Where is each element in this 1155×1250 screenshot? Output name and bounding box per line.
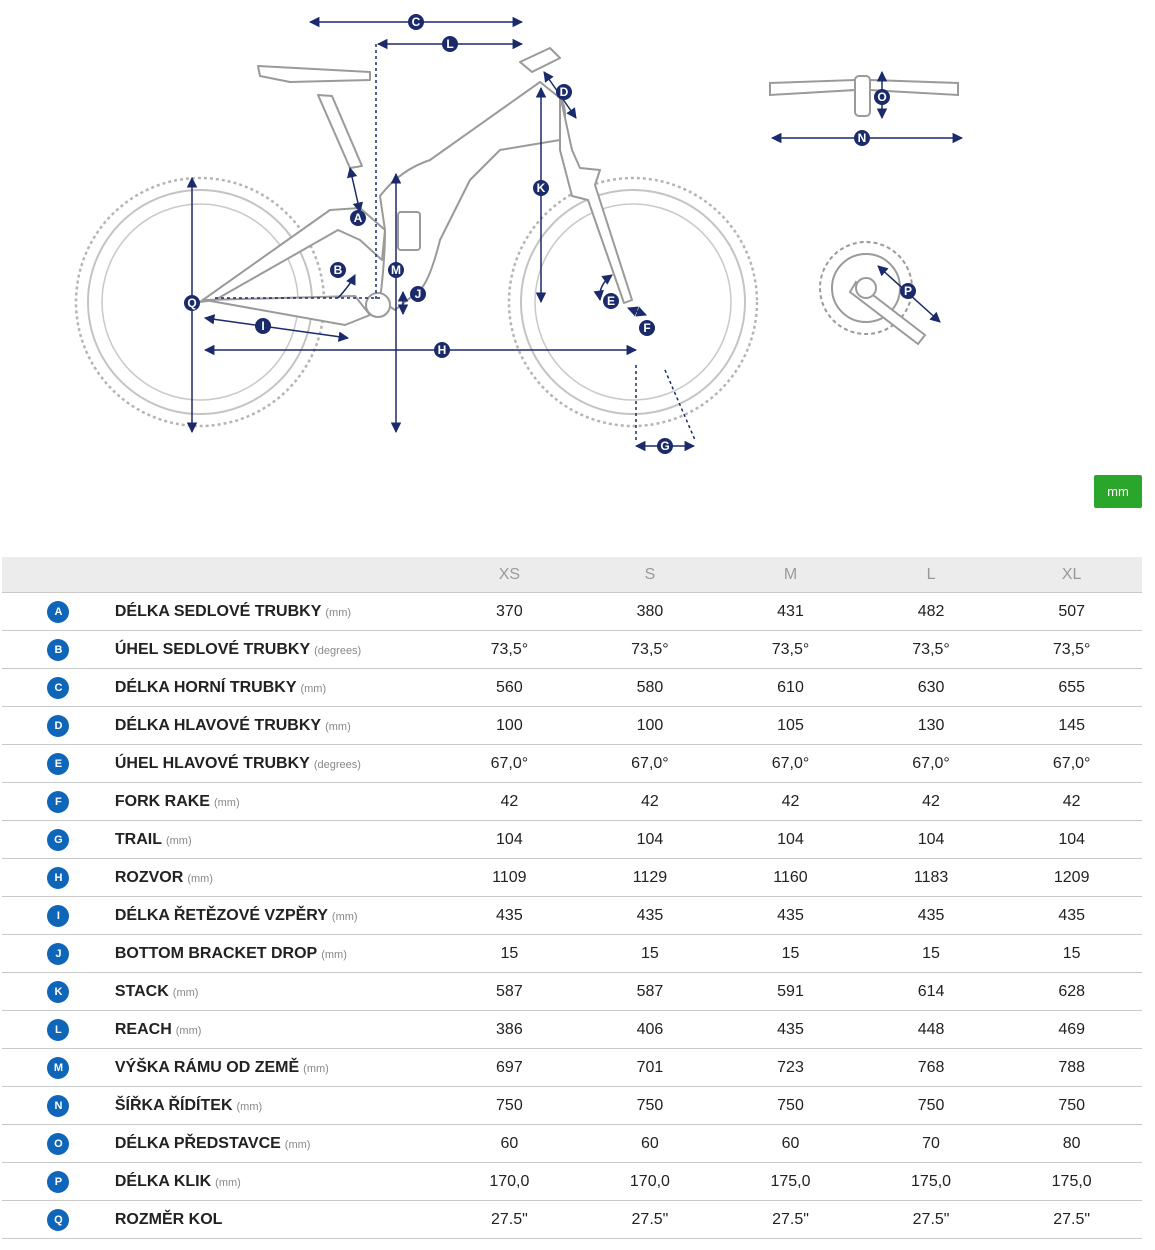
marker-E [603,293,619,309]
value-cell: 105 [720,707,861,745]
badge-cell [2,1163,115,1201]
value-cell: 145 [1001,707,1142,745]
measure-name-cell [115,783,439,821]
badge-cell [2,935,115,973]
measure-name-cell [115,1125,439,1163]
value-cell: 482 [861,593,1002,631]
measure-name: DÉLKA HLAVOVÉ TRUBKY [114,716,322,734]
value-cell: 610 [720,669,861,707]
value-cell: 100 [580,707,721,745]
marker-H [434,342,450,358]
geometry-row [2,1163,1142,1201]
size-header-cell: M [720,557,861,593]
geometry-row [2,1049,1142,1087]
value-cell: 750 [861,1087,1002,1125]
badge-cell [2,1201,115,1239]
svg-text:Q: Q [187,296,197,310]
measure-unit: (mm) [284,1138,311,1151]
value-cell: 697 [439,1049,580,1087]
svg-text:P: P [903,284,913,298]
value-cell: 130 [861,707,1002,745]
value-cell: 1129 [580,859,721,897]
value-cell: 1183 [861,859,1002,897]
measure-name: DÉLKA PŘEDSTAVCE [114,1134,281,1152]
measure-badge: J [47,943,69,965]
value-cell: 67,0° [580,745,721,783]
measure-name-cell [115,593,439,631]
measure-name-cell [115,707,439,745]
measure-unit: (mm) [303,1062,329,1075]
measure-name: ROZMĚR KOL [114,1210,223,1228]
value-cell: 27.5" [439,1201,580,1239]
value-cell: 60 [720,1125,861,1163]
measure-unit: (mm) [236,1100,263,1113]
value-cell: 560 [439,669,580,707]
unit-toggle-button[interactable]: mm [1094,475,1142,508]
measure-badge: Q [47,1209,69,1231]
measure-name-cell [115,935,439,973]
measure-badge: D [47,715,69,737]
geometry-row [2,935,1142,973]
measure-name: BOTTOM BRACKET DROP [114,944,318,962]
value-cell: 630 [861,669,1002,707]
geometry-row [2,1011,1142,1049]
measure-name: DÉLKA KLIK [114,1172,212,1190]
measure-badge: H [47,867,69,889]
geometry-row [2,1201,1142,1239]
measure-badge: O [47,1133,69,1155]
value-cell: 723 [720,1049,861,1087]
value-cell: 580 [580,669,721,707]
value-cell: 1109 [439,859,580,897]
measure-name: VÝŠKA RÁMU OD ZEMĚ [114,1058,300,1076]
measure-name-cell [115,1201,439,1239]
marker-C [408,14,424,30]
badge-cell [2,897,115,935]
value-cell: 435 [580,897,721,935]
value-cell: 435 [861,897,1002,935]
measure-unit: (degrees) [313,758,361,771]
value-cell: 380 [580,593,721,631]
marker-P [900,283,916,299]
marker-L [442,36,458,52]
marker-G [657,438,673,454]
measure-name: FORK RAKE [114,792,210,810]
value-cell: 15 [861,935,1002,973]
geometry-row [2,593,1142,631]
value-cell: 73,5° [1001,631,1142,669]
value-cell: 435 [720,1011,861,1049]
measure-name: DÉLKA ŘETĚZOVÉ VZPĚRY [114,906,328,924]
size-header [2,557,1142,593]
value-cell: 100 [439,707,580,745]
value-cell: 750 [580,1087,721,1125]
value-cell: 435 [720,897,861,935]
measure-badge: L [47,1019,69,1041]
svg-text:M: M [391,263,401,277]
measure-name-cell [115,1049,439,1087]
value-cell: 628 [1001,973,1142,1011]
measure-name-cell [115,1087,439,1125]
value-cell: 15 [439,935,580,973]
value-cell: 104 [439,821,580,859]
value-cell: 73,5° [439,631,580,669]
measure-badge: F [47,791,69,813]
value-cell: 1160 [720,859,861,897]
marker-I [255,318,271,334]
measure-unit: (mm) [213,796,240,809]
value-cell: 27.5" [580,1201,721,1239]
measure-badge: B [47,639,69,661]
size-header-cell: S [580,557,721,593]
size-header-cell: L [861,557,1002,593]
marker-B [330,262,346,278]
badge-cell [2,707,115,745]
badge-cell [2,669,115,707]
measure-unit: (mm) [175,1024,202,1037]
value-cell: 27.5" [861,1201,1002,1239]
geometry-table [2,557,1142,1239]
value-cell: 42 [1001,783,1142,821]
svg-text:J: J [414,287,422,301]
measure-name: STACK [114,982,169,1000]
value-cell: 67,0° [720,745,861,783]
svg-text:H: H [437,343,447,357]
value-cell: 104 [861,821,1002,859]
value-cell: 170,0 [439,1163,580,1201]
value-cell: 60 [439,1125,580,1163]
measure-badge: C [47,677,69,699]
value-cell: 614 [861,973,1002,1011]
badge-cell [2,745,115,783]
badge-cell [2,1011,115,1049]
badge-cell [2,593,115,631]
value-cell: 175,0 [861,1163,1002,1201]
value-cell: 104 [720,821,861,859]
value-cell: 750 [720,1087,861,1125]
header-blank [115,557,439,593]
geometry-row [2,669,1142,707]
geometry-row [2,1087,1142,1125]
value-cell: 448 [861,1011,1002,1049]
svg-text:I: I [261,319,265,333]
measure-name: ÚHEL HLAVOVÉ TRUBKY [114,754,310,772]
measure-badge: P [47,1171,69,1193]
measure-badge: I [47,905,69,927]
value-cell: 15 [1001,935,1142,973]
svg-text:O: O [877,90,887,104]
measure-unit: (mm) [300,682,327,695]
measure-name: DÉLKA SEDLOVÉ TRUBKY [114,602,322,620]
value-cell: 42 [580,783,721,821]
measure-unit: (mm) [215,1176,241,1189]
value-cell: 73,5° [720,631,861,669]
size-header-cell: XS [439,557,580,593]
value-cell: 655 [1001,669,1142,707]
value-cell: 788 [1001,1049,1142,1087]
value-cell: 104 [1001,821,1142,859]
svg-text:G: G [660,439,670,453]
measure-name: ROZVOR [114,868,184,886]
value-cell: 60 [580,1125,721,1163]
measure-name-cell [115,859,439,897]
geometry-row [2,897,1142,935]
badge-cell [2,859,115,897]
value-cell: 42 [720,783,861,821]
measure-unit: (mm) [172,986,199,999]
value-cell: 768 [861,1049,1002,1087]
value-cell: 175,0 [720,1163,861,1201]
measure-badge: A [47,601,69,623]
svg-text:B: B [333,263,343,277]
value-cell: 27.5" [1001,1201,1142,1239]
marker-J [410,286,426,302]
value-cell: 67,0° [439,745,580,783]
svg-text:K: K [536,181,546,195]
value-cell: 507 [1001,593,1142,631]
value-cell: 701 [580,1049,721,1087]
marker-Q [184,295,200,311]
value-cell: 73,5° [861,631,1002,669]
measure-badge: N [47,1095,69,1117]
measure-name: TRAIL [114,830,162,848]
bike-geometry-diagram [0,0,1155,520]
value-cell: 587 [439,973,580,1011]
handlebar-view [770,76,958,116]
svg-text:N: N [857,131,867,145]
value-cell: 15 [580,935,721,973]
value-cell: 104 [580,821,721,859]
value-cell: 406 [580,1011,721,1049]
measure-name-cell [115,973,439,1011]
marker-F [639,320,655,336]
geometry-row [2,783,1142,821]
measure-unit: (mm) [321,948,347,961]
marker-O [874,89,890,105]
svg-text:E: E [606,294,616,308]
svg-text:C: C [411,15,421,29]
measure-badge: E [47,753,69,775]
value-cell: 70 [861,1125,1002,1163]
value-cell: 750 [1001,1087,1142,1125]
value-cell: 42 [439,783,580,821]
value-cell: 435 [439,897,580,935]
measure-name-cell [115,669,439,707]
marker-D [556,84,572,100]
value-cell: 469 [1001,1011,1142,1049]
measure-unit: (mm) [331,910,358,923]
measure-badge: M [47,1057,69,1079]
badge-cell [2,1125,115,1163]
badge-cell [2,973,115,1011]
value-cell: 435 [1001,897,1142,935]
geometry-row [2,745,1142,783]
value-cell: 386 [439,1011,580,1049]
svg-text:F: F [643,321,651,335]
measure-name: ŠÍŘKA ŘÍDÍTEK [114,1096,233,1114]
measure-name-cell [115,631,439,669]
value-cell: 370 [439,593,580,631]
measure-name-cell [115,1011,439,1049]
value-cell: 170,0 [580,1163,721,1201]
value-cell: 27.5" [720,1201,861,1239]
measure-badge: K [47,981,69,1003]
value-cell: 431 [720,593,861,631]
value-cell: 587 [580,973,721,1011]
badge-cell [2,1049,115,1087]
value-cell: 1209 [1001,859,1142,897]
geometry-row [2,631,1142,669]
measure-unit: (mm) [187,872,213,885]
marker-N [854,130,870,146]
marker-K [533,180,549,196]
value-cell: 591 [720,973,861,1011]
badge-cell [2,783,115,821]
measure-name: DÉLKA HORNÍ TRUBKY [114,678,297,696]
svg-text:L: L [446,37,454,51]
geometry-row [2,821,1142,859]
value-cell: 175,0 [1001,1163,1142,1201]
measure-name-cell [115,745,439,783]
front-wheel [509,178,757,426]
header-blank [2,557,115,593]
marker-M [388,262,404,278]
geometry-row [2,859,1142,897]
geometry-rows [2,593,1142,1239]
value-cell: 67,0° [861,745,1002,783]
measure-name-cell [115,821,439,859]
measure-unit: (mm) [325,720,351,733]
measure-name-cell [115,1163,439,1201]
badge-cell [2,821,115,859]
measure-name: ÚHEL SEDLOVÉ TRUBKY [114,640,311,658]
value-cell: 750 [439,1087,580,1125]
measure-unit: (degrees) [314,644,362,657]
geometry-row [2,1125,1142,1163]
measure-badge: G [47,829,69,851]
value-cell: 15 [720,935,861,973]
measure-unit: (mm) [325,606,352,619]
measure-name-cell [115,897,439,935]
geometry-row [2,973,1142,1011]
geometry-row [2,707,1142,745]
value-cell: 73,5° [580,631,721,669]
value-cell: 80 [1001,1125,1142,1163]
value-cell: 67,0° [1001,745,1142,783]
svg-text:A: A [353,211,363,225]
badge-cell [2,631,115,669]
svg-text:D: D [559,85,569,99]
badge-cell [2,1087,115,1125]
value-cell: 42 [861,783,1002,821]
size-header-cell: XL [1001,557,1142,593]
measure-unit: (mm) [165,834,192,847]
measure-name: REACH [114,1020,172,1038]
marker-A [350,210,366,226]
